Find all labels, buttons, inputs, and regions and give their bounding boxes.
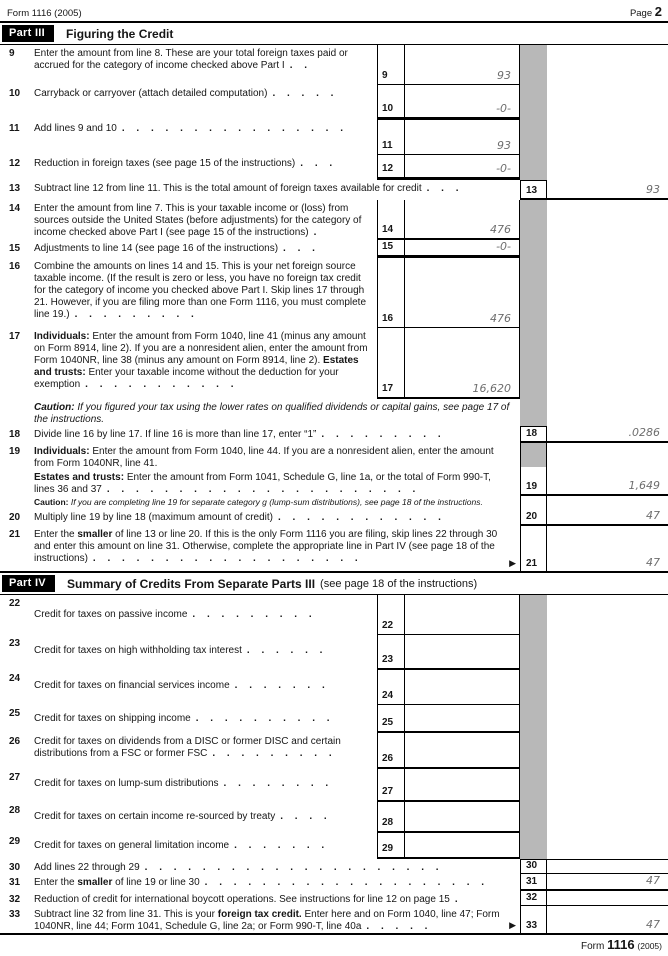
line-29-row: [0, 833, 668, 859]
line-25-number: 25: [9, 708, 21, 719]
line-27-text: Credit for taxes on lump-sum distributions . . . . . . . .: [34, 778, 333, 789]
line-13-number: 13: [9, 183, 21, 194]
leader-dots: . . . . .: [272, 88, 338, 99]
line-32-row: [0, 891, 668, 906]
shaded-column: [520, 258, 547, 328]
shaded-column: [520, 769, 547, 802]
line-29-text: Credit for taxes on general limitation income . . . . . . .: [34, 840, 329, 851]
line-24-number: 24: [9, 673, 21, 684]
part-4-title: Summary of Credits From Separate Parts III: [66, 576, 316, 591]
line-30-text: Add lines 22 through 29 . . . . . . . . . . . . . . . . . . . . .: [34, 862, 444, 873]
line-16-number: 16: [9, 261, 21, 272]
line-33-box-number: 33: [520, 906, 547, 933]
line-23-amount[interactable]: [405, 635, 520, 670]
line-20-number: 20: [9, 512, 21, 523]
line-23-number: 23: [9, 638, 21, 649]
line-13-text: Subtract line 12 from line 11. This is the total amount of foreign taxes available for credit . . .: [34, 183, 464, 194]
line-21-amount[interactable]: 47: [646, 556, 660, 569]
line-13-amount[interactable]: 93: [547, 180, 668, 200]
line-12-box-number: 12: [377, 155, 405, 180]
line-19-caution-row: [0, 496, 668, 509]
line-30-row: [0, 859, 668, 874]
line-17-box-number: 17: [377, 328, 405, 399]
shaded-column: [520, 595, 547, 635]
leader-dots: . . . . . . . . .: [321, 429, 446, 440]
line-27-number: 27: [9, 772, 21, 783]
line-17-caution: Caution: If you figured your tax using the lower rates on qualified dividends or capital gains, see page 17 of the instructions.: [34, 402, 510, 425]
part-4-body: [0, 595, 668, 935]
page-number: 2: [654, 4, 662, 19]
leader-dots: . . . . . . . . . . . . . . . . . . .: [92, 553, 363, 564]
line-25-text: Credit for taxes on shipping income . . . . . . . . . .: [34, 713, 335, 724]
line-30-number: 30: [9, 862, 21, 873]
line-15-row: [0, 240, 668, 258]
line-12-amount[interactable]: -0-: [405, 155, 520, 180]
line-19-text: [34, 443, 520, 496]
line-17-row: [0, 328, 668, 399]
line-22-amount[interactable]: [405, 595, 520, 635]
line-28-box-number: 28: [377, 802, 405, 833]
part-4-header: [0, 571, 668, 595]
line-17-text: Individuals: Enter the amount from Form 1040, line 41 (minus any amount on Form 8914, line 2). If you are a nonresident alien, enter the amount from Form 1040NR, line 38 (minus any amount on Form 8914, line 2). Estates and trusts: Enter your taxable income without the deduction for your exemption . . . . . . . . . . .: [34, 331, 368, 390]
page-indicator: Page 2: [629, 4, 662, 19]
line-22-row: [0, 595, 668, 635]
shaded-column: [520, 833, 547, 859]
shaded-column: [520, 200, 547, 240]
line-9-number: 9: [9, 48, 15, 59]
shaded-column: [520, 45, 547, 85]
line-26-text: Credit for taxes on dividends from a DISC or former DISC and certain distributions from a FSC or former FSC . . . . . . . . .: [34, 736, 341, 759]
line-20-amount[interactable]: 47: [547, 509, 668, 526]
line-15-number: 15: [9, 243, 21, 254]
leader-dots: . . .: [300, 158, 337, 169]
line-31-text: Enter the smaller of line 19 or line 30 . . . . . . . . . . . . . . . . . . . .: [34, 877, 489, 888]
line-22-text: Credit for taxes on passive income . . . . . . . . .: [34, 609, 317, 620]
leader-dots: . . .: [426, 183, 464, 194]
line-31-amount[interactable]: 47: [547, 874, 668, 891]
line-19-individuals: Individuals: Enter the amount from Form 1040, line 44. If you are a nonresident alien, enter the amount from Form 1040NR, line 41.: [34, 446, 494, 469]
part-3-title: Figuring the Credit: [66, 26, 174, 41]
line-16-amount[interactable]: 476: [405, 258, 520, 328]
leader-dots: . . . . . . . . . . . . . . . . . . . . .: [144, 862, 444, 873]
line-23-row: [0, 635, 668, 670]
line-21-row: [0, 526, 668, 571]
line-19-box-number: 19: [520, 443, 547, 496]
line-27-amount[interactable]: [405, 769, 520, 802]
line-21-number: 21: [9, 529, 21, 540]
leader-dots: . .: [289, 60, 312, 71]
line-18-box-number: 18: [520, 426, 547, 443]
line-20-text: Multiply line 19 by line 18 (maximum amount of credit) . . . . . . . . . . . .: [34, 512, 446, 523]
line-31-number: 31: [9, 877, 21, 888]
line-24-amount[interactable]: [405, 670, 520, 705]
line-13-box-number: 13: [520, 180, 547, 200]
leader-dots: . . .: [283, 243, 320, 254]
line-26-number: 26: [9, 736, 21, 747]
line-18-amount[interactable]: .0286: [547, 426, 668, 443]
line-26-amount[interactable]: [405, 733, 520, 769]
line-9-row: [0, 45, 668, 85]
form-id: Form 1116 (2005): [7, 8, 82, 19]
leader-dots: . . . . . . . . .: [74, 309, 199, 320]
line-14-text: Enter the amount from line 7. This is your taxable income or (loss) from sources outside the United States (before adjustments) for the category of income checked above Part I (see page 15 of the instructions) .: [34, 203, 362, 238]
line-10-number: 10: [9, 88, 21, 99]
leader-dots: . . . . . . . . . . . . . . . . . . . .: [204, 877, 489, 888]
line-31-row: [0, 874, 668, 891]
shaded-column: [520, 733, 547, 769]
line-32-box-number: 32: [520, 891, 547, 906]
line-11-text: Add lines 9 and 10 . . . . . . . . . . . . . . . .: [34, 123, 348, 134]
line-19-row: [0, 443, 668, 496]
line-22-box-number: 22: [377, 595, 405, 635]
line-17-caution-row: [0, 399, 668, 426]
part-3-header: [0, 23, 668, 45]
line-23-box-number: 23: [377, 635, 405, 670]
line-20-row: [0, 509, 668, 526]
line-15-text: Adjustments to line 14 (see page 16 of the instructions) . . .: [34, 243, 320, 254]
footer-form-number: 1116: [607, 937, 635, 952]
shaded-column: [520, 635, 547, 670]
leader-dots: . . . . . . . . . . . . . . . . . . . . . .: [106, 484, 420, 495]
line-27-row: [0, 769, 668, 802]
leader-dots: . . . . .: [366, 921, 432, 932]
line-28-number: 28: [9, 805, 21, 816]
line-13-row: [0, 180, 668, 200]
line-14-number: 14: [9, 203, 21, 214]
line-25-row: [0, 705, 668, 733]
line-33-row: [0, 906, 668, 933]
line-14-box-number: 14: [377, 200, 405, 240]
part-3-label: Part III: [2, 25, 54, 42]
leader-dots: .: [454, 894, 463, 905]
page-footer: Form 1116 (2005): [581, 937, 662, 952]
leader-dots: . . . . . . .: [234, 840, 329, 851]
line-15-box-number: 15: [377, 240, 405, 258]
line-31-box-number: 31: [520, 874, 547, 891]
leader-dots: . . . . . .: [246, 645, 327, 656]
line-16-row: [0, 258, 668, 328]
line-29-box-number: 29: [377, 833, 405, 859]
line-21-box-number: 21: [520, 526, 547, 571]
line-27-box-number: 27: [377, 769, 405, 802]
line-12-row: [0, 155, 668, 180]
footer-form-year: (2005): [637, 941, 662, 951]
line-19-caution: Caution: If you are completing line 19 for separate category g (lump-sum distributions), see page 18 of the instructions.: [34, 497, 483, 507]
shaded-column: [520, 120, 547, 155]
line-33-text: Subtract line 32 from line 31. This is your foreign tax credit. Enter here and on Form 1040, line 47; Form 1040NR, line 44; Form 1041, Schedule G, line 2a; or Form 990-T, line 40a . . . . . ▶: [34, 909, 516, 932]
right-arrow-icon: ▶: [509, 558, 516, 569]
line-17-amount[interactable]: 16,620: [405, 328, 520, 399]
line-29-number: 29: [9, 836, 21, 847]
line-9-box-number: 9: [377, 45, 405, 85]
line-10-row: [0, 85, 668, 120]
line-12-text: Reduction in foreign taxes (see page 15 of the instructions) . . .: [34, 158, 337, 169]
line-10-amount[interactable]: -0-: [405, 85, 520, 120]
leader-dots: . . . . . . .: [234, 680, 330, 691]
leader-dots: . . . . . . . . . . . .: [277, 512, 446, 523]
line-11-amount[interactable]: 93: [405, 120, 520, 155]
shaded-column: [520, 670, 547, 705]
line-11-number: 11: [9, 123, 20, 134]
line-20-box-number: 20: [520, 509, 547, 526]
line-18-text: Divide line 16 by line 17. If line 16 is more than line 17, enter “1” . . . . . . . . .: [34, 429, 446, 440]
leader-dots: . . . . . . . . .: [212, 748, 337, 759]
shaded-column: [520, 802, 547, 833]
shaded-column: [520, 399, 547, 426]
line-26-box-number: 26: [377, 733, 405, 769]
shaded-column: [520, 85, 547, 120]
leader-dots: . . . . . . . . . . .: [85, 379, 238, 390]
line-33-number: 33: [9, 909, 21, 920]
line-17-number: 17: [9, 331, 21, 342]
line-9-amount[interactable]: 93: [405, 45, 520, 85]
shaded-segment: [521, 443, 546, 467]
line-28-amount[interactable]: [405, 802, 520, 833]
page-header: [0, 3, 668, 23]
line-30-box-number: 30: [520, 859, 547, 874]
line-33-amount[interactable]: 47: [646, 918, 660, 931]
line-12-number: 12: [9, 158, 21, 169]
line-19-number: 19: [9, 446, 21, 457]
line-18-row: [0, 426, 668, 443]
line-32-number: 32: [9, 894, 21, 905]
line-25-amount[interactable]: [405, 705, 520, 733]
line-15-amount[interactable]: -0-: [405, 240, 520, 258]
leader-dots: .: [313, 227, 321, 238]
line-23-text: Credit for taxes on high withholding tax interest . . . . . .: [34, 645, 327, 656]
line-28-row: [0, 802, 668, 833]
line-28-text: Credit for taxes on certain income re-sourced by treaty . . . .: [34, 811, 332, 822]
line-24-text: Credit for taxes on financial services income . . . . . . .: [34, 680, 330, 691]
line-24-box-number: 24: [377, 670, 405, 705]
right-arrow-icon: ▶: [509, 920, 516, 931]
shaded-column: [520, 705, 547, 733]
right-column-spacer: [520, 496, 547, 509]
line-10-box-number: 10: [377, 85, 405, 120]
leader-dots: . . . . . . . .: [223, 778, 333, 789]
line-26-row: [0, 733, 668, 769]
line-16-text: Combine the amounts on lines 14 and 15. This is your net foreign source taxable income. (If the result is zero or less, you have no foreign tax credit for the category of income you checked above Part I. Skip lines 17 through 21. However, if you are filing more than one Form 1116, you must complete line 19.) . . . . . . . . .: [34, 261, 367, 320]
leader-dots: . . . . . . . . . . . . . . . .: [121, 123, 348, 134]
line-11-row: [0, 120, 668, 155]
line-10-text: Carryback or carryover (attach detailed computation) . . . . .: [34, 88, 338, 99]
line-24-row: [0, 670, 668, 705]
line-32-text: Reduction of credit for international boycott operations. See instructions for line 12 on page 15 .: [34, 894, 463, 905]
line-32-amount[interactable]: [547, 891, 668, 906]
line-9-text: Enter the amount from line 8. These are your total foreign taxes paid or accrued for the category of income checked above Part I . .: [34, 48, 348, 71]
leader-dots: . . . .: [280, 811, 332, 822]
line-14-row: [0, 200, 668, 240]
line-25-box-number: 25: [377, 705, 405, 733]
line-19-estates: Estates and trusts: Enter the amount from Form 1041, Schedule G, line 1a, or the total of Form 990-T, lines 36 and 37 . . . . . . . . . . . . . . . . . . . . . .: [34, 472, 491, 495]
line-18-number: 18: [9, 429, 21, 440]
leader-dots: . . . . . . . . .: [192, 609, 317, 620]
shaded-column: [520, 240, 547, 258]
part-4-label: Part IV: [2, 575, 55, 592]
line-21-text: Enter the smaller of line 13 or line 20. If this is the only Form 1116 you are filing, skip lines 22 through 30 and enter this amount on line 31. Otherwise, complete the appropriate line in Part IV (see page 18 of the instructions) . . . . . . . . . . . . . . . . . . . ▶: [34, 529, 516, 569]
leader-dots: . . . . . . . . . .: [195, 713, 335, 724]
line-11-box-number: 11: [377, 120, 405, 155]
line-16-box-number: 16: [377, 258, 405, 328]
line-29-amount[interactable]: [405, 833, 520, 859]
line-30-amount[interactable]: [547, 859, 668, 874]
shaded-column: [520, 328, 547, 399]
line-22-number: 22: [9, 598, 21, 609]
line-14-amount[interactable]: 476: [405, 200, 520, 240]
shaded-column: [520, 155, 547, 180]
line-19-amount[interactable]: 1,649: [547, 443, 668, 496]
part-4-subtitle: (see page 18 of the instructions): [320, 577, 478, 590]
